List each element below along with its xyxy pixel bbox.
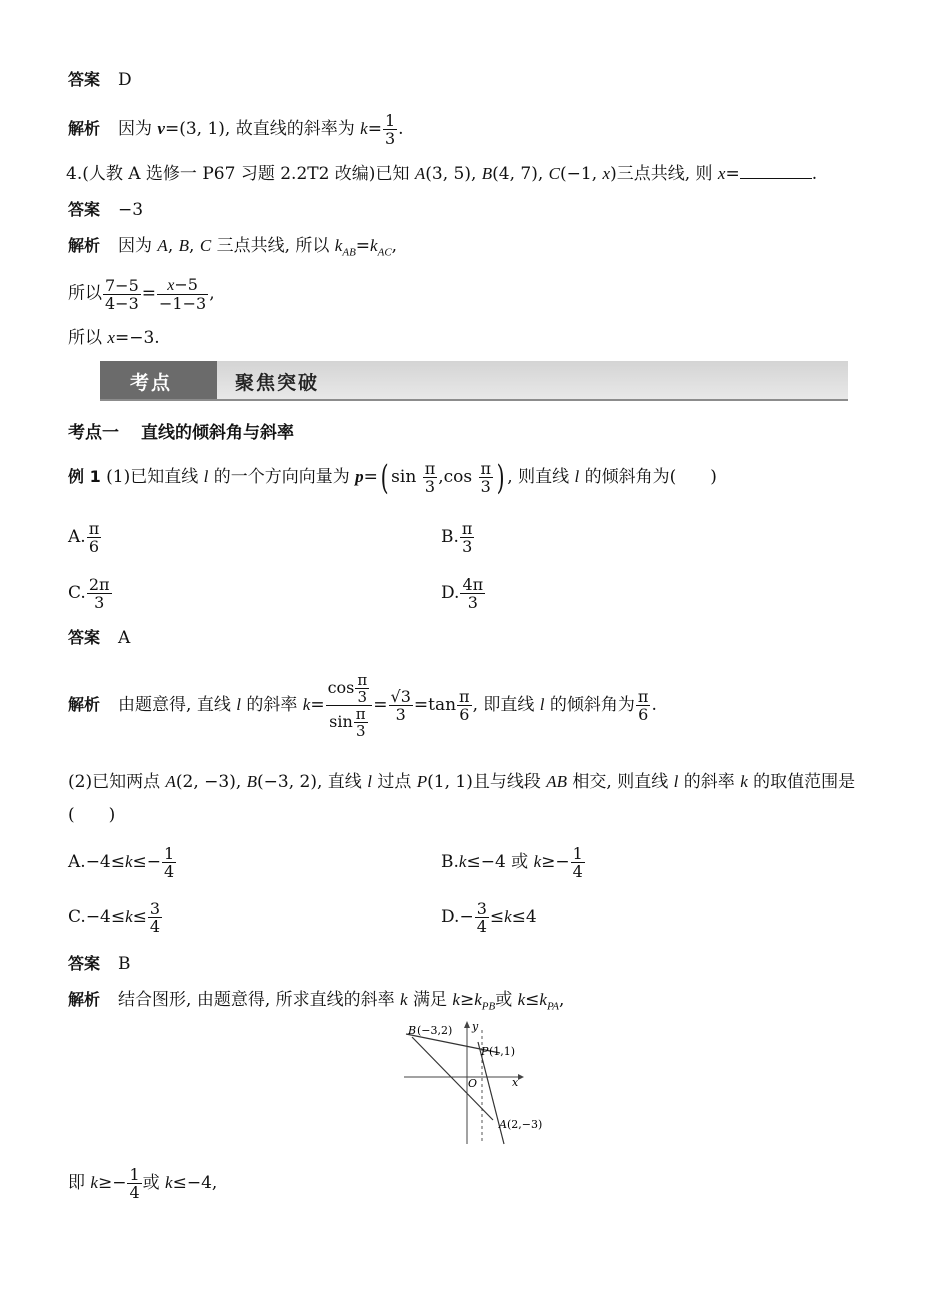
analysis-label: 解析 <box>68 236 101 255</box>
option-label: A. <box>68 527 86 547</box>
right-paren: ) <box>496 457 505 498</box>
text: −5 <box>174 275 198 294</box>
text: (−1, <box>560 164 603 184</box>
var-l: l <box>539 695 545 714</box>
text: , <box>558 990 565 1010</box>
var-l: l <box>673 772 679 791</box>
denominator: 3 <box>480 477 491 496</box>
answer-blank <box>740 164 812 179</box>
denominator: 6 <box>88 537 100 556</box>
numerator: 1 <box>384 111 396 130</box>
denominator: 3 <box>357 688 368 706</box>
denominator: 4 <box>572 862 583 881</box>
x-axis-arrow <box>518 1074 524 1080</box>
var-x: x <box>602 164 611 183</box>
denominator: 4−3 <box>105 293 139 313</box>
fraction <box>479 460 494 495</box>
label-p-coord: (1,1) <box>489 1045 516 1058</box>
fraction <box>87 576 112 611</box>
text: (4, 7), <box>492 164 549 184</box>
answer-paren: ( ) <box>68 805 116 825</box>
numerator: 7−5 <box>105 275 139 295</box>
fraction <box>383 112 397 147</box>
text: , <box>189 236 200 256</box>
fraction <box>423 460 438 495</box>
var-k: k <box>474 990 482 1009</box>
text: (−3, 2), 直线 <box>257 772 368 792</box>
text: 4.(人教 A 选修一 P67 习题 2.2T2 改编)已知 <box>66 164 415 184</box>
label-a: A <box>499 1118 507 1131</box>
text: cos <box>327 678 355 697</box>
text: 或 <box>142 1173 166 1193</box>
text: 的倾斜角为( ) <box>579 467 717 487</box>
ex2-analysis-line <box>68 988 564 1018</box>
denominator: 6 <box>459 705 470 724</box>
denominator: 3 <box>355 722 366 740</box>
text: = <box>141 283 157 304</box>
fraction <box>636 688 651 723</box>
q3-answer-line <box>68 68 132 92</box>
example-label: 例 1 <box>68 467 101 486</box>
text: = <box>310 695 325 715</box>
answer-value: B <box>118 954 131 974</box>
q4-step2 <box>68 276 215 312</box>
var-k: k <box>452 990 460 1009</box>
var-l: l <box>236 695 241 714</box>
text: (3, 5), <box>425 164 482 184</box>
option-label: D. <box>441 583 460 603</box>
label-b-coord: (−3,2) <box>417 1024 453 1037</box>
ex2-stem <box>68 770 855 794</box>
text: (1)已知直线 <box>100 467 204 487</box>
left-paren: ( <box>380 457 389 498</box>
section-heading <box>68 418 294 443</box>
text: −4≤ <box>85 852 125 872</box>
var-k: k <box>517 990 526 1009</box>
label-p: P <box>481 1045 489 1058</box>
ex1-option-c <box>68 576 113 611</box>
text: ≤ <box>525 990 540 1010</box>
text: , 则直线 <box>507 467 575 487</box>
banner-tag <box>100 361 217 399</box>
fraction <box>148 900 162 935</box>
numerator: 4π <box>462 575 484 594</box>
section-title: 直线的倾斜角与斜率 <box>141 423 294 443</box>
ex2-answer-line <box>68 952 131 976</box>
numerator: π <box>88 519 100 538</box>
numerator: √3 <box>390 687 411 706</box>
numerator <box>157 276 208 295</box>
analysis-label: 解析 <box>68 990 101 1009</box>
var-k: k <box>370 236 378 255</box>
subscript: PB <box>481 1000 496 1013</box>
answer-value: −3 <box>118 200 144 220</box>
ex2-paren <box>68 803 115 827</box>
text: 所以 <box>68 328 108 348</box>
var-k: k <box>334 236 343 255</box>
text: 的斜率 <box>240 695 303 715</box>
var-p: p <box>355 467 364 486</box>
text: ≥− <box>541 852 570 872</box>
numerator: π <box>637 687 649 706</box>
text: , <box>167 236 179 256</box>
ex1-option-d <box>441 576 486 611</box>
text: −4≤ <box>85 907 126 927</box>
denominator: 3 <box>424 477 436 496</box>
label-a-coord: (2,−3) <box>507 1118 543 1131</box>
text: sin <box>391 467 422 487</box>
point-c: C <box>548 164 561 183</box>
text: 结合图形, 由题意得, 所求直线的斜率 <box>118 990 401 1010</box>
label-x: x <box>512 1076 519 1089</box>
denominator: 3 <box>384 129 396 148</box>
denominator: 4 <box>476 917 487 936</box>
var-x: x <box>167 277 175 294</box>
text: 的倾斜角为 <box>544 695 635 715</box>
text: 的一个方向向量为 <box>208 467 356 487</box>
numerator: π <box>461 519 473 538</box>
option-label: C. <box>68 907 86 927</box>
q4-answer-line <box>68 198 143 222</box>
denominator: 4 <box>149 917 161 936</box>
label-o: O <box>468 1077 478 1090</box>
numerator: π <box>424 459 436 478</box>
numerator: π <box>459 687 470 706</box>
var-k: k <box>302 695 311 714</box>
text: − <box>459 907 474 927</box>
q4-stem <box>66 162 817 186</box>
answer-value: D <box>118 70 132 90</box>
var-k: k <box>504 907 512 926</box>
fraction <box>354 706 368 739</box>
text: (2)已知两点 <box>68 772 166 792</box>
answer-label: 答案 <box>68 70 101 89</box>
text: ≤−4, <box>172 1173 218 1193</box>
ex1-answer-line <box>68 626 130 650</box>
subscript: AB <box>342 246 356 259</box>
text: 过点 <box>371 772 417 792</box>
point-a: A <box>157 236 168 255</box>
fraction <box>157 276 208 312</box>
fraction <box>475 900 489 935</box>
var-k: k <box>125 852 133 871</box>
option-label: A. <box>68 852 86 872</box>
var-l: l <box>367 772 372 791</box>
text: =(3, 1), 故直线的斜率为 <box>164 119 361 139</box>
var-k: k <box>125 907 133 926</box>
text: , 即直线 <box>472 695 540 715</box>
banner-tag-text: 考点 <box>130 372 173 394</box>
answer-value: A <box>118 628 131 648</box>
text: . <box>398 119 404 139</box>
q4-step3 <box>68 326 160 350</box>
point-a: A <box>165 772 176 791</box>
text: = <box>725 164 740 184</box>
compound-fraction <box>326 672 373 739</box>
text: = <box>355 236 371 256</box>
denominator: 4 <box>164 862 175 881</box>
option-label: D. <box>441 907 460 927</box>
text: . <box>811 164 818 184</box>
analysis-label: 解析 <box>68 695 101 714</box>
text: ≤4 <box>511 907 537 927</box>
text: = <box>367 119 382 139</box>
option-label: B. <box>441 527 459 547</box>
ex1-option-a <box>68 520 102 555</box>
point-c: C <box>199 236 212 255</box>
text: ≤−4 或 <box>466 852 534 872</box>
text: ≤ <box>489 907 505 927</box>
denominator: 3 <box>462 537 473 556</box>
fraction <box>389 688 413 723</box>
fraction <box>571 845 585 880</box>
ex1-stem <box>68 457 717 498</box>
answer-label: 答案 <box>68 200 101 219</box>
numerator: π <box>357 671 368 689</box>
ex2-option-c <box>68 900 163 935</box>
text: 因为 <box>118 236 158 256</box>
ex2-option-a <box>68 845 177 880</box>
fraction <box>460 520 475 555</box>
answer-label: 答案 <box>68 628 101 647</box>
text: = <box>373 695 388 715</box>
numerator: 1 <box>129 1165 140 1184</box>
var-k: k <box>400 990 408 1009</box>
text: 三点共线, 所以 <box>211 236 335 256</box>
numerator: 3 <box>476 899 487 918</box>
text: sin <box>329 712 353 731</box>
text: 即 <box>68 1173 91 1193</box>
text: )三点共线, 则 <box>610 164 718 184</box>
ex2-conclusion <box>68 1166 217 1201</box>
text: , <box>391 236 398 256</box>
var-k: k <box>90 1173 98 1192</box>
numerator <box>326 672 373 706</box>
text: (1, 1)且与线段 <box>427 772 547 792</box>
subscript: AC <box>377 246 392 259</box>
denominator: 4 <box>129 1183 140 1202</box>
point-b: B <box>481 164 493 183</box>
point-p: P <box>416 772 428 791</box>
text: ≥− <box>97 1173 127 1193</box>
ex2-option-d <box>441 900 537 935</box>
text: 的取值范围是 <box>747 772 856 792</box>
text: 或 <box>495 990 518 1010</box>
fraction <box>87 520 102 555</box>
numerator: 1 <box>572 844 583 863</box>
point-a: A <box>414 164 426 183</box>
var-k: k <box>165 1173 173 1192</box>
denominator: 3 <box>94 593 105 612</box>
text: , <box>209 283 215 304</box>
ex2-option-b <box>441 845 586 880</box>
var-l: l <box>574 467 580 486</box>
answer-label: 答案 <box>68 954 101 973</box>
numerator: 3 <box>149 899 161 918</box>
fraction <box>127 1166 141 1201</box>
text: , <box>438 467 444 487</box>
numerator: 2π <box>88 575 110 594</box>
denominator: 3 <box>467 593 478 612</box>
option-label: B. <box>441 852 459 872</box>
text: 所以 <box>68 283 102 304</box>
q4-analysis-line <box>68 234 397 264</box>
option-label: C. <box>68 583 86 603</box>
label-b: B <box>408 1024 417 1037</box>
var-k: k <box>539 990 547 1009</box>
denominator <box>326 706 373 739</box>
text: 的斜率 <box>678 772 741 792</box>
point-b: B <box>246 772 258 791</box>
label-y: y <box>472 1020 479 1033</box>
section-banner <box>100 361 850 403</box>
var-k: k <box>533 852 542 871</box>
section-label: 考点一 <box>68 423 119 443</box>
analysis-label: 解析 <box>68 119 101 138</box>
q3-analysis-line <box>68 112 404 147</box>
fraction <box>162 845 176 880</box>
fraction <box>460 576 485 611</box>
ex1-analysis-line <box>68 672 657 739</box>
numerator: 1 <box>164 844 175 863</box>
denominator: 3 <box>395 705 406 724</box>
text: =−3. <box>114 328 160 348</box>
var-l: l <box>203 467 209 486</box>
denominator: −1−3 <box>159 294 207 313</box>
text: ≤ <box>132 907 147 927</box>
fraction <box>103 277 141 312</box>
ex1-option-b <box>441 520 475 555</box>
text: 相交, 则直线 <box>567 772 674 792</box>
numerator: π <box>355 705 366 723</box>
var-k: k <box>740 772 748 791</box>
point-b: B <box>178 236 190 255</box>
text: = <box>363 467 378 487</box>
var-x: x <box>107 328 115 347</box>
text: 满足 <box>407 990 453 1010</box>
fraction <box>457 688 472 723</box>
text: (2, −3), <box>175 772 247 792</box>
text: cos <box>443 467 478 487</box>
segment-ab: AB <box>546 772 568 791</box>
var-k: k <box>360 119 368 138</box>
var-x: x <box>717 164 726 183</box>
text: ≥ <box>459 990 475 1010</box>
subscript: PA <box>546 1000 559 1013</box>
slope-figure <box>398 1018 558 1150</box>
text: 由题意得, 直线 <box>118 695 237 715</box>
text: ≤− <box>132 852 162 872</box>
text: . <box>651 695 657 715</box>
y-axis-arrow <box>464 1021 470 1028</box>
banner-title: 聚焦突破 <box>235 372 320 394</box>
numerator: π <box>480 459 492 478</box>
var-k: k <box>458 852 467 871</box>
text: =tan <box>413 695 457 715</box>
text: 因为 <box>118 119 158 139</box>
var-v: v <box>157 119 165 138</box>
denominator: 6 <box>638 705 649 724</box>
fraction <box>355 672 369 705</box>
